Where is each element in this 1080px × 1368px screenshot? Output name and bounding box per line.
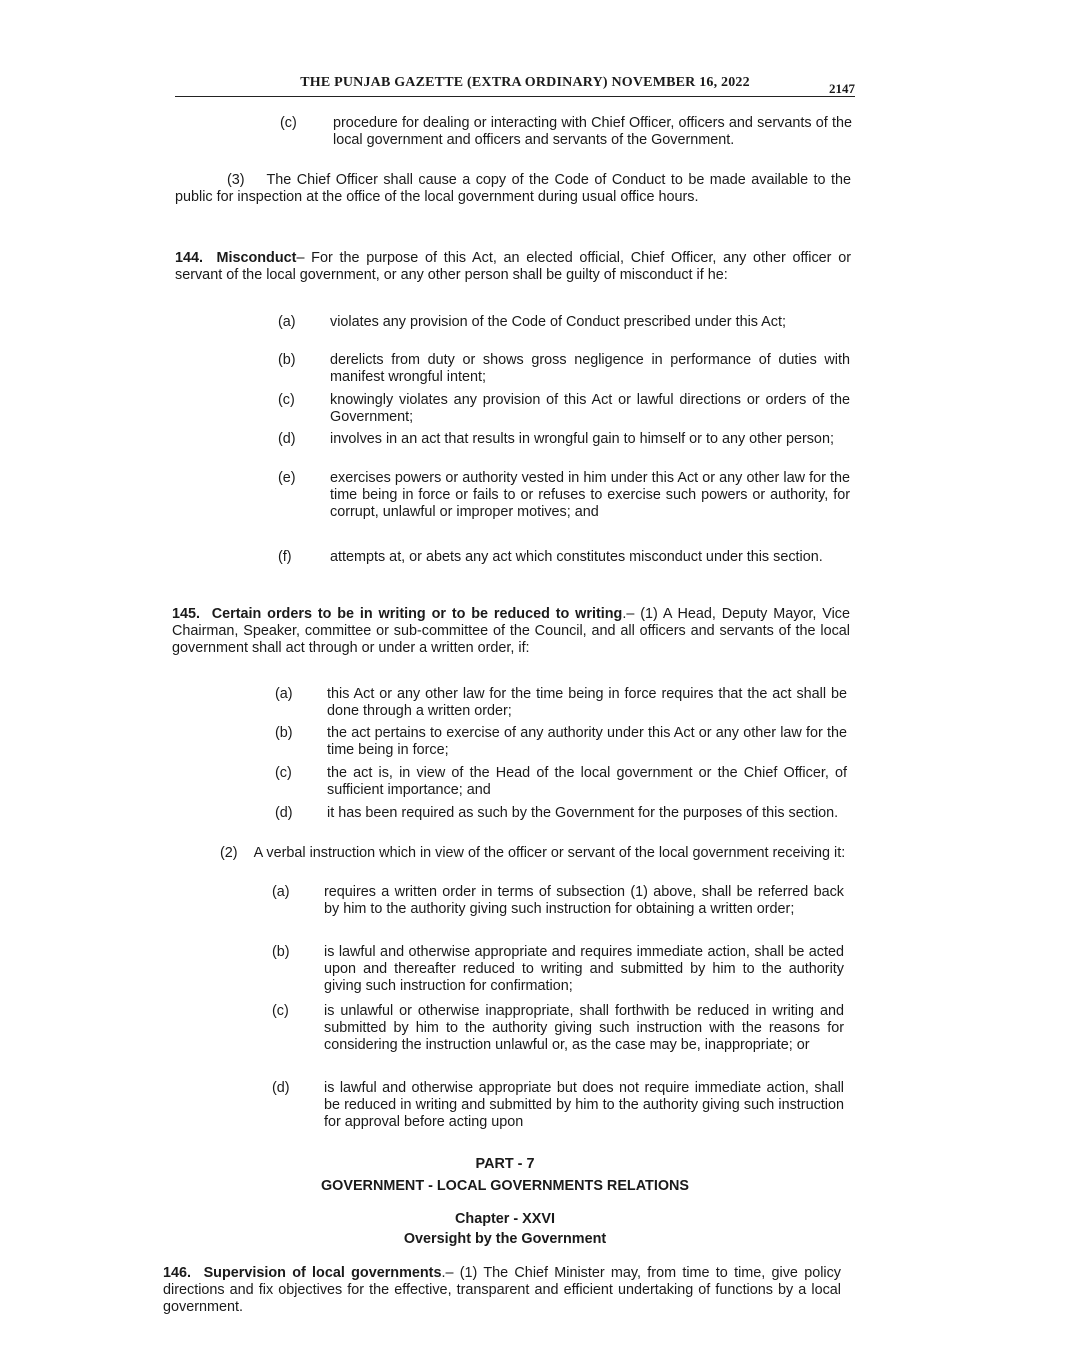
section-146-intro [163,1265,841,1316]
clause-label: (d) [278,431,296,447]
clause-label: (c) [280,115,297,131]
clause-text: requires a written order in terms of subsection (1) above, shall be referred back by him to the authority giving such instruction for obtaining a written order; [324,884,844,917]
chapter-label: Chapter - XXVI [455,1211,555,1227]
clause-label: (e) [278,470,296,486]
subsection-text: A verbal instruction which in view of the officer or servant of the local government receiving it: [253,845,846,861]
clause-text: knowingly violates any provision of this Act or lawful directions or orders of the Government; [330,392,850,425]
section-intro: .– (1) A Head, Deputy Mayor, Vice Chairman, Speaker, committee or sub-committee of the Council, and all officers and servants of the local government shall act through or under a written order, if: [172,606,850,656]
clause-143-c [280,115,852,167]
clause-text: it has been required as such by the Government for the purposes of this section. [327,805,839,821]
clause-text: procedure for dealing or interacting with Chief Officer, officers and servants of the local government and officers and servants of the Government. [333,115,852,148]
section-intro: .– (1) The Chief Minister may, from time to time, give policy directions and fix objectives for the effective, transparent and efficient undertaking of functions by a local government. [163,1265,841,1315]
clause-text: attempts at, or abets any act which constitutes misconduct under this section. [330,549,823,565]
subsection-label: (2) [220,845,238,861]
section-title: Supervision of local governments [203,1265,442,1281]
section-number: 144. [175,250,204,266]
clause-label: (a) [278,314,296,330]
subsection-label: (3) [227,172,245,188]
clause-label: (b) [275,725,293,741]
section-144-intro [175,250,851,284]
clause-text: the act pertains to exercise of any authority under this Act or any other law for the time being in force; [327,725,847,758]
part-title: GOVERNMENT - LOCAL GOVERNMENTS RELATIONS [320,1178,690,1194]
clause-label: (a) [275,686,293,702]
page-header [175,75,855,97]
clause-label: (a) [272,884,290,900]
subsection-145-2 [168,845,846,862]
section-title: Certain orders to be in writing or to be reduced to writing [211,606,623,622]
clause-label: (b) [272,944,290,960]
section-number: 145. [172,606,201,622]
clause-text: this Act or any other law for the time being in force requires that the act shall be done through a written order; [327,686,847,719]
subsection-text: The Chief Officer shall cause a copy of the Code of Conduct to be made available to the public for inspection at the office of the local government during usual office hours. [175,172,851,205]
clause-label: (c) [278,392,295,408]
clause-label: (f) [278,549,292,565]
clause-text: involves in an act that results in wrongful gain to himself or to any other person; [330,431,834,447]
clause-text: is lawful and otherwise appropriate but does not require immediate action, shall be reduced in writing and submitted by him to the authority giving such instruction for approval before acting upon [324,1080,844,1130]
page-number: 2147 [829,81,855,96]
clause-label: (b) [278,352,296,368]
subsection-143-3 [175,172,851,206]
header-rule [175,96,855,97]
clause-text: violates any provision of the Code of Conduct prescribed under this Act; [330,314,786,330]
clause-label: (d) [275,805,293,821]
section-145-intro [172,606,850,657]
clause-text: exercises powers or authority vested in him under this Act or any other law for the time being in force or fails to or refuses to exercise such powers or authority, for corrupt, unlawful or improper motives; and [330,470,850,520]
part-label: PART - 7 [475,1156,535,1172]
clause-text: derelicts from duty or shows gross negligence in performance of duties with manifest wrongful intent; [330,352,850,385]
section-intro: – For the purpose of this Act, an elected official, Chief Officer, any other officer or servant of the local government, or any other person shall be guilty of misconduct if he: [175,250,851,283]
clause-text: is lawful and otherwise appropriate and requires immediate action, shall be acted upon and thereafter reduced to writing and submitted by him to the authority giving such instruction for confirmation; [324,944,844,994]
clause-label: (c) [272,1003,289,1019]
clause-label: (c) [275,765,292,781]
clause-text: the act is, in view of the Head of the local government or the Chief Officer, of sufficient importance; and [327,765,847,798]
chapter-title: Oversight by the Government [403,1231,607,1247]
clause-label: (d) [272,1080,290,1096]
gazette-title: THE PUNJAB GAZETTE (EXTRA ORDINARY) NOVEMBER 16, 2022 [300,75,750,90]
section-title: Misconduct [216,250,297,266]
clause-text: is unlawful or otherwise inappropriate, shall forthwith be reduced in writing and submitted by him to the authority giving such instruction with the reasons for considering the instruction unlawful or, as the case may be, inappropriate; or [324,1003,844,1053]
section-number: 146. [163,1265,192,1281]
